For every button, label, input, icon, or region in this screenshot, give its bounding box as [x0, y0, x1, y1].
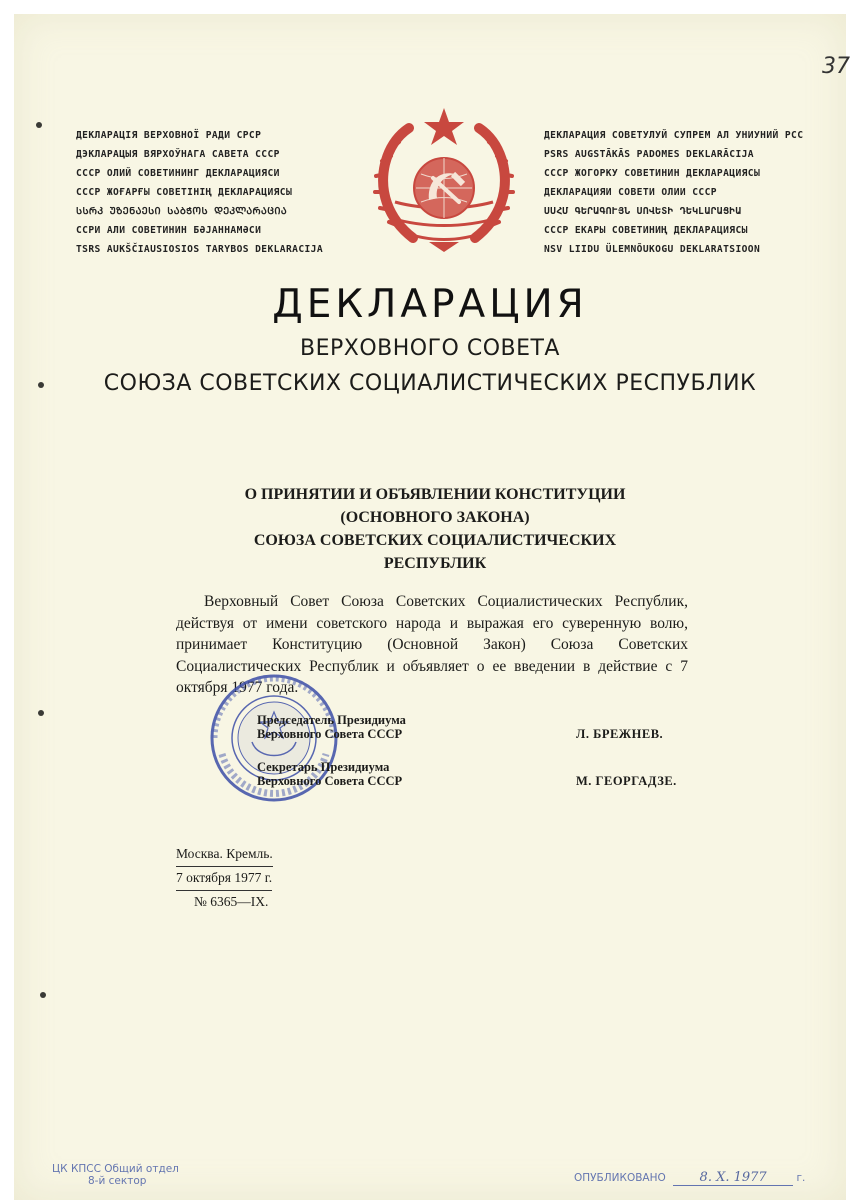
archive-stamp: [52, 1163, 179, 1187]
document-sheet: [14, 14, 850, 1200]
place-date: 7 октября 1977 г.: [176, 867, 272, 891]
page-number: 37: [822, 54, 850, 79]
document-subtitle-2: СОЮЗА СОВЕТСКИХ СОЦИАЛИСТИЧЕСКИХ РЕСПУБЛИК: [103, 371, 757, 396]
declaration-subject: [200, 483, 670, 575]
ussr-emblem: [369, 106, 519, 254]
signatory-name-2: М. ГЕОРГАДЗЕ.: [576, 774, 677, 788]
role-line: Верховного Совета СССР: [257, 727, 403, 741]
role-line: Председатель Президиума: [257, 713, 406, 727]
star: [424, 108, 464, 145]
decree-number: № 6365—IX.: [194, 894, 269, 909]
subject-line: О ПРИНЯТИИ И ОБЪЯВЛЕНИИ КОНСТИТУЦИИ: [244, 486, 626, 503]
header-left-languages: [76, 126, 323, 259]
published-date: 8. X. 1977: [673, 1170, 793, 1186]
subject-line: (ОСНОВНОГО ЗАКОНА): [340, 509, 530, 526]
header-right-languages: [544, 126, 803, 259]
header-left-line: ДЭКЛАРАЦЫЯ ВЯРХОЎНАГА САВЕТА СССР: [76, 149, 280, 160]
role-line: Секретарь Президиума: [257, 760, 390, 774]
signatory-role-1: [257, 713, 406, 741]
role-line: Верховного Совета СССР: [257, 774, 403, 788]
header-right-line: СССР ЕКАРЫ СОВЕТИНИҢ ДЕКЛАРАЦИЯСЫ: [544, 225, 748, 236]
punch-hole-mark: [38, 710, 44, 716]
published-stamp: [574, 1170, 805, 1186]
declaration-body: Верховный Совет Союза Советских Социалистических Республик, действуя от имени советского народа и выражая его суверенную волю, принимает Конституцию (Основной Закон) Союза Советских Социалистических Республик и объявляет о ее введении в действие с 7 октября 1977 года.: [176, 593, 688, 696]
subject-line: РЕСПУБЛИК: [383, 555, 487, 572]
archive-stamp-line-1: ЦК КПСС Общий отдел: [52, 1163, 179, 1175]
signatory-role-2: [257, 760, 402, 788]
header-left-line: СССР ЖОҒАРҒЫ СОВЕТІНІҢ ДЕКЛАРАЦИЯСЫ: [76, 187, 293, 198]
subject-line: СОЮЗА СОВЕТСКИХ СОЦИАЛИСТИЧЕСКИХ: [253, 532, 617, 549]
header-left-line: ДЕКЛАРАЦІЯ ВЕРХОВНОЇ РАДИ СРСР: [76, 130, 262, 141]
document-subtitle-1: ВЕРХОВНОГО СОВЕТА: [300, 336, 560, 361]
header-right-line: NSV LIIDU ÜLEMNÕUKOGU DEKLARATSIOON: [544, 244, 761, 255]
header-right-line: ՍՍՀՄ ԳԵՐԱԳՈՒՅՆ ՍՈՎԵՏԻ ԴԵԿԼԱՐԱՑԻԱ: [544, 206, 742, 217]
archive-stamp-line-2: 8-й сектор: [88, 1175, 147, 1187]
published-suffix: г.: [796, 1172, 806, 1184]
published-label: ОПУБЛИКОВАНО: [574, 1172, 666, 1184]
header-right-line: ДЕКЛАРАЦИЯИ СОВЕТИ ОЛИИ СССР: [544, 187, 717, 198]
header-left-line: TSRS AUKŠČIAUSIOSIOS TARYBOS DEKLARACIJA: [76, 244, 324, 255]
header-right-line: PSRS AUGSTĀKĀS PADOMES DEKLARĀCIJA: [544, 149, 754, 160]
header-left-line: СССР ОЛИЙ СОВЕТИНИНГ ДЕКЛАРАЦИЯСИ: [76, 168, 280, 179]
header-left-line: ᲡᲡᲠᲙ ᲣᲖᲔᲜᲐᲔᲡᲘ ᲡᲐᲑᲭᲝᲡ ᲓᲔᲙᲚᲐᲠᲐᲪᲘᲐ: [76, 206, 288, 217]
header-right-line: ДЕКЛАРАЦИЯ СОВЕТУЛУЙ СУПРЕМ АЛ УНИУНИЙ РСС: [544, 130, 804, 141]
document-title: ДЕКЛАРАЦИЯ: [272, 282, 588, 327]
punch-hole-mark: [38, 382, 44, 388]
punch-hole-mark: [40, 992, 46, 998]
signatory-name-1: Л. БРЕЖНЕВ.: [576, 727, 664, 741]
header-left-line: ССРИ АЛИ СОВЕТИНИН БӘЈАННАМӘСИ: [76, 225, 262, 236]
place-and-date: [176, 843, 273, 914]
place-city: Москва. Кремль.: [176, 843, 273, 867]
punch-hole-mark: [36, 122, 42, 128]
header-right-line: СССР ЖОГОРКУ СОВЕТИНИН ДЕКЛАРАЦИЯСЫ: [544, 168, 761, 179]
